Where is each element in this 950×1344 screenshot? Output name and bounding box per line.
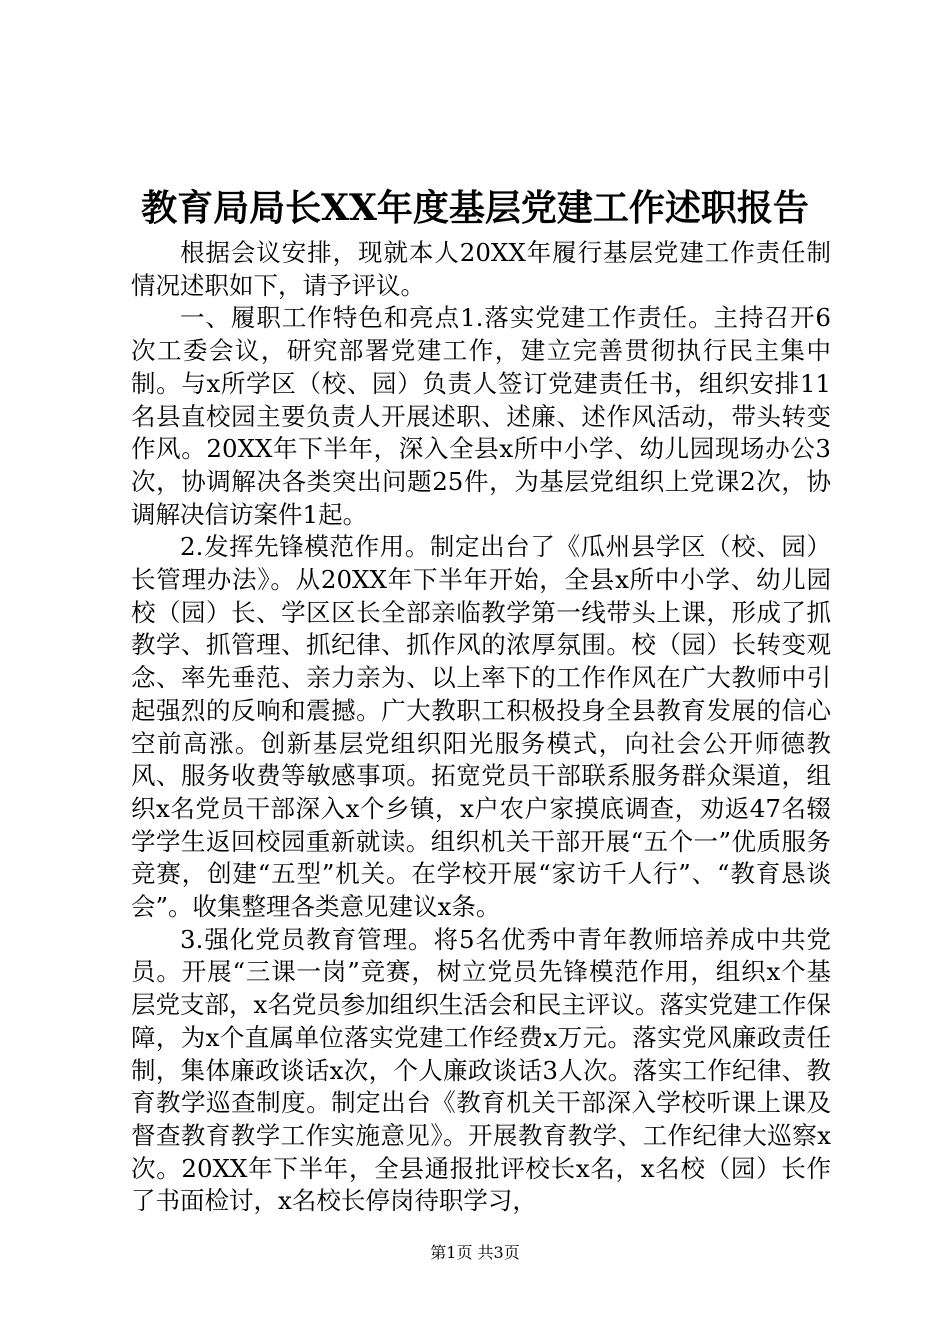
- paragraph-section-3: 3.强化党员教育管理。将5名优秀中青年教师培养成中共党员。开展“三课一岗”竞赛，树立党员先锋模范作用，组织x个基层党支部，x名党员参加组织生活会和民主评议。落实党建工作保障，为x个直属单位落实党建工作经费x万元。落实党风廉政责任制，集体廉政谈话x次，个人廉政谈话3人次。落实工作纪律、教育教学巡查制度。制定出台《教育机关干部深入学校听课上课及督查教育教学工作实施意见》。开展教育教学、工作纪律大巡察x次。20XX年下半年，全县通报批评校长x名，x名校（园）长作了书面检讨，x名校长停岗待职学习，: [131, 924, 831, 1216]
- paragraph-section-1: 一、履职工作特色和亮点1.落实党建工作责任。主持召开6次工委会议，研究部署党建工作，建立完善贯彻执行民主集中制。与x所学区（校、园）负责人签订党建责任书，组织安排11名县直校园主要负责人开展述职、述廉、述作风活动，带头转变作风。20XX年下半年，深入全县x所中小学、幼儿园现场办公3次，协调解决各类突出问题25件，为基层党组织上党课2次，协调解决信访案件1起。: [131, 303, 831, 529]
- paragraph-section-2: 2.发挥先锋模范作用。制定出台了《瓜州县学区（校、园）长管理办法》。从20XX年下半年开始，全县x所中小学、幼儿园校（园）长、学区区长全部亲临教学第一线带头上课，形成了抓教学、抓管理、抓纪律、抓作风的浓厚氛围。校（园）长转变观念、率先垂范、亲力亲为、以上率下的工作作风在广大教师中引起强烈的反响和震撼。广大教职工积极投身全县教育发展的信心空前高涨。创新基层党组织阳光服务模式，向社会公开师德教风、服务收费等敏感事项。拓宽党员干部联系服务群众渠道，组织x名党员干部深入x个乡镇，x户农户家摸底调查，劝返47名辍学学生返回校园重新就读。组织机关干部开展“五个一”优质服务竞赛，创建“五型”机关。在学校开展“家访千人行”、“教育恳谈会”。收集整理各类意见建议x条。: [131, 532, 831, 922]
- page-footer: 第1页 共3页: [430, 1243, 520, 1262]
- document-body: [131, 237, 831, 1218]
- document-title: 教育局局长XX年度基层党建工作述职报告: [141, 187, 809, 229]
- paragraph-intro: 根据会议安排，现就本人20XX年履行基层党建工作责任制情况述职如下，请予评议。: [131, 238, 831, 300]
